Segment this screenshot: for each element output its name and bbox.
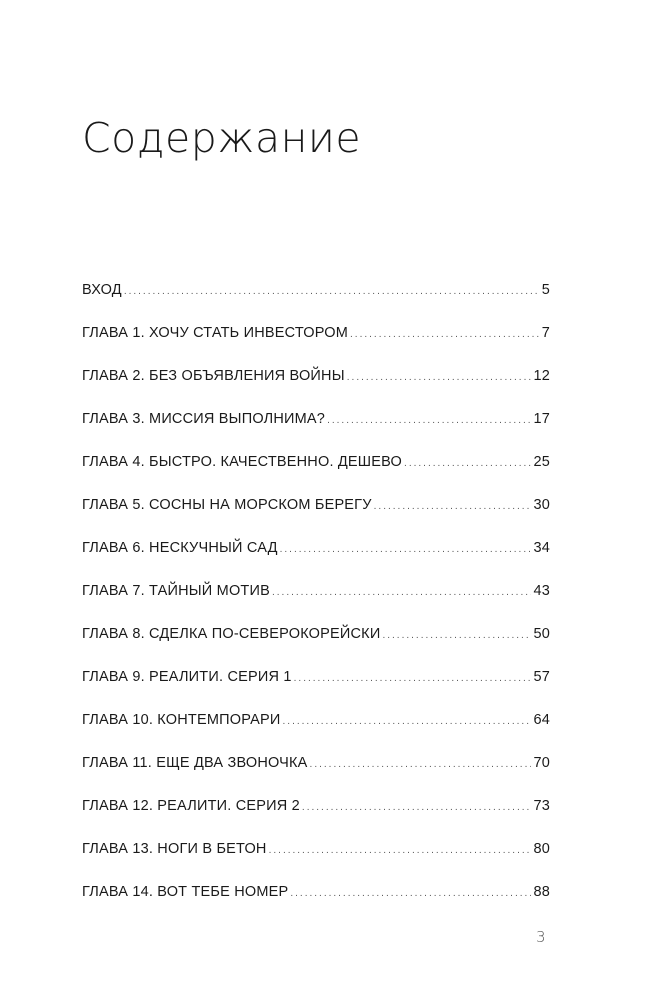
toc-entry-title: ГЛАВА 14. ВОТ ТЕБЕ НОМЕР bbox=[82, 884, 289, 900]
dot-leader bbox=[283, 716, 532, 727]
toc-entry[interactable] bbox=[82, 755, 550, 798]
toc-entry[interactable] bbox=[82, 841, 550, 884]
dot-leader bbox=[310, 759, 532, 770]
toc-entry-title: ГЛАВА 12. РЕАЛИТИ. СЕРИЯ 2 bbox=[82, 798, 300, 814]
dot-leader bbox=[350, 329, 540, 340]
toc-entry-page: 25 bbox=[533, 454, 550, 470]
dot-leader bbox=[404, 458, 531, 469]
dot-leader bbox=[269, 845, 532, 856]
dot-leader bbox=[374, 501, 532, 512]
dot-leader bbox=[294, 673, 532, 684]
toc-entry[interactable] bbox=[82, 540, 550, 583]
toc-entry-title: ГЛАВА 10. КОНТЕМПОРАРИ bbox=[82, 712, 281, 728]
toc-entry-page: 70 bbox=[533, 755, 550, 771]
page-number: 3 bbox=[536, 928, 546, 946]
toc-entry-title: ГЛАВА 11. ЕЩЕ ДВА ЗВОНОЧКА bbox=[82, 755, 308, 771]
toc-entry[interactable] bbox=[82, 368, 550, 411]
dot-leader bbox=[302, 802, 532, 813]
toc-entry-page: 30 bbox=[533, 497, 550, 513]
toc-entry-page: 17 bbox=[533, 411, 550, 427]
toc-entry[interactable] bbox=[82, 626, 550, 669]
toc-entry[interactable] bbox=[82, 497, 550, 540]
toc-entry-page: 34 bbox=[533, 540, 550, 556]
toc-entry[interactable] bbox=[82, 884, 550, 927]
toc-entry[interactable] bbox=[82, 712, 550, 755]
toc-entry-page: 57 bbox=[533, 669, 550, 685]
toc-entry-title: ГЛАВА 7. ТАЙНЫЙ МОТИВ bbox=[82, 583, 270, 599]
toc-entry-page: 7 bbox=[541, 325, 550, 341]
toc-entry-title: ГЛАВА 5. СОСНЫ НА МОРСКОМ БЕРЕГУ bbox=[82, 497, 372, 513]
toc-entry-title: ГЛАВА 2. БЕЗ ОБЪЯВЛЕНИЯ ВОЙНЫ bbox=[82, 368, 345, 384]
dot-leader bbox=[272, 587, 531, 598]
toc-entry-title: ГЛАВА 9. РЕАЛИТИ. СЕРИЯ 1 bbox=[82, 669, 292, 685]
toc-entry-page: 64 bbox=[533, 712, 550, 728]
toc-entry[interactable] bbox=[82, 583, 550, 626]
dot-leader bbox=[124, 286, 540, 297]
dot-leader bbox=[290, 888, 531, 899]
dot-leader bbox=[347, 372, 532, 383]
toc-entry-page: 73 bbox=[533, 798, 550, 814]
toc-entry-title: ГЛАВА 3. МИССИЯ ВЫПОЛНИМА? bbox=[82, 411, 326, 427]
toc-entry-page: 88 bbox=[533, 884, 550, 900]
toc-entry-title: ГЛАВА 13. НОГИ В БЕТОН bbox=[82, 841, 267, 857]
toc-entry-page: 80 bbox=[533, 841, 550, 857]
toc-entry[interactable] bbox=[82, 411, 550, 454]
toc-entry-title: ГЛАВА 6. НЕСКУЧНЫЙ САД bbox=[82, 540, 278, 556]
dot-leader bbox=[280, 544, 532, 555]
toc-entry-page: 12 bbox=[533, 368, 550, 384]
toc-entry-page: 50 bbox=[533, 626, 550, 642]
toc-entry-page: 5 bbox=[541, 282, 550, 298]
toc-entry-page: 43 bbox=[533, 583, 550, 599]
toc-entry[interactable] bbox=[82, 454, 550, 497]
toc-entry-title: ГЛАВА 4. БЫСТРО. КАЧЕСТВЕННО. ДЕШЕВО bbox=[82, 454, 403, 470]
toc-entry[interactable] bbox=[82, 798, 550, 841]
toc-entry[interactable] bbox=[82, 282, 550, 325]
toc-entry-title: ГЛАВА 1. ХОЧУ СТАТЬ ИНВЕСТОРОМ bbox=[82, 325, 349, 341]
toc-entry[interactable] bbox=[82, 669, 550, 712]
toc-entry-title: ВХОД bbox=[82, 282, 122, 298]
dot-leader bbox=[382, 630, 531, 641]
page-title: Содержание bbox=[82, 114, 362, 162]
toc-entry-title: ГЛАВА 8. СДЕЛКА ПО-СЕВЕРОКОРЕЙСКИ bbox=[82, 626, 381, 642]
dot-leader bbox=[327, 415, 531, 426]
toc-entry[interactable] bbox=[82, 325, 550, 368]
table-of-contents bbox=[82, 282, 550, 927]
